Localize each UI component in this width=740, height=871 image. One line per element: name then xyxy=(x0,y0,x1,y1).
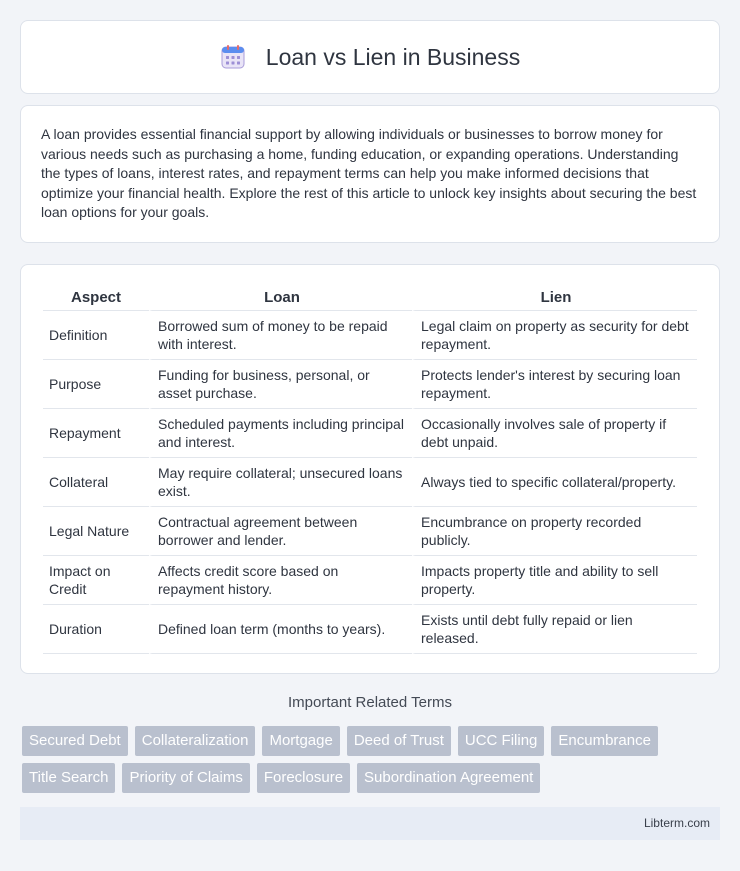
row-loan: Defined loan term (months to years). xyxy=(149,605,412,654)
row-aspect: Repayment xyxy=(43,409,149,458)
footer-site-link[interactable]: Libterm.com xyxy=(643,816,710,830)
row-lien: Encumbrance on property recorded publicly. xyxy=(412,507,697,556)
related-term-tag[interactable]: Secured Debt xyxy=(22,726,128,756)
table-row xyxy=(43,507,697,556)
row-loan: May require collateral; unsecured loans exist. xyxy=(149,458,412,507)
table-row xyxy=(43,360,697,409)
table-row xyxy=(43,311,697,360)
footer xyxy=(20,807,720,840)
row-aspect: Legal Nature xyxy=(43,507,149,556)
related-terms-title: Important Related Terms xyxy=(288,694,452,711)
related-term-tag[interactable]: Deed of Trust xyxy=(347,726,451,756)
header-lien: Lien xyxy=(412,285,697,311)
related-term-tag[interactable]: Title Search xyxy=(22,763,115,793)
related-term-tag[interactable]: Subordination Agreement xyxy=(357,763,540,793)
comparison-table xyxy=(43,285,697,654)
comparison-card xyxy=(20,264,720,674)
table-row xyxy=(43,409,697,458)
row-aspect: Duration xyxy=(43,605,149,654)
row-loan: Contractual agreement between borrower and lender. xyxy=(149,507,412,556)
row-aspect: Purpose xyxy=(43,360,149,409)
header-loan: Loan xyxy=(149,285,412,311)
row-lien: Always tied to specific collateral/property. xyxy=(412,458,697,507)
intro-card xyxy=(20,105,720,243)
page-title: Loan vs Lien in Business xyxy=(265,43,521,70)
calendar-icon xyxy=(220,44,246,70)
table-row xyxy=(43,458,697,507)
intro-text: A loan provides essential financial support by allowing individuals or businesses to borrow money for various needs such as purchasing a home, funding education, or expanding operations. Understanding the types of loans, interest rates, and repayment terms can help you make informed decisions that optimize your financial health. Explore the rest of this article to unlock key insights about securing the best loan options for your goals. xyxy=(41,126,697,220)
related-term-tag[interactable]: Collateralization xyxy=(135,726,256,756)
row-loan: Borrowed sum of money to be repaid with interest. xyxy=(149,311,412,360)
related-term-tag[interactable]: Priority of Claims xyxy=(122,763,249,793)
row-lien: Exists until debt fully repaid or lien released. xyxy=(412,605,697,654)
row-aspect: Definition xyxy=(43,311,149,360)
related-term-tag[interactable]: Mortgage xyxy=(262,726,339,756)
table-row xyxy=(43,605,697,654)
row-aspect: Collateral xyxy=(43,458,149,507)
related-terms-tags xyxy=(22,726,722,793)
related-term-tag[interactable]: Encumbrance xyxy=(551,726,658,756)
related-term-tag[interactable]: UCC Filing xyxy=(458,726,545,756)
row-lien: Occasionally involves sale of property if debt unpaid. xyxy=(412,409,697,458)
row-lien: Protects lender's interest by securing loan repayment. xyxy=(412,360,697,409)
header-aspect: Aspect xyxy=(43,285,149,311)
header-card xyxy=(20,20,720,94)
row-loan: Affects credit score based on repayment history. xyxy=(149,556,412,605)
table-header-row xyxy=(43,285,697,311)
row-loan: Scheduled payments including principal and interest. xyxy=(149,409,412,458)
row-aspect: Impact on Credit xyxy=(43,556,149,605)
row-lien: Impacts property title and ability to sell property. xyxy=(412,556,697,605)
table-row xyxy=(43,556,697,605)
row-loan: Funding for business, personal, or asset purchase. xyxy=(149,360,412,409)
row-lien: Legal claim on property as security for debt repayment. xyxy=(412,311,697,360)
related-term-tag[interactable]: Foreclosure xyxy=(257,763,350,793)
